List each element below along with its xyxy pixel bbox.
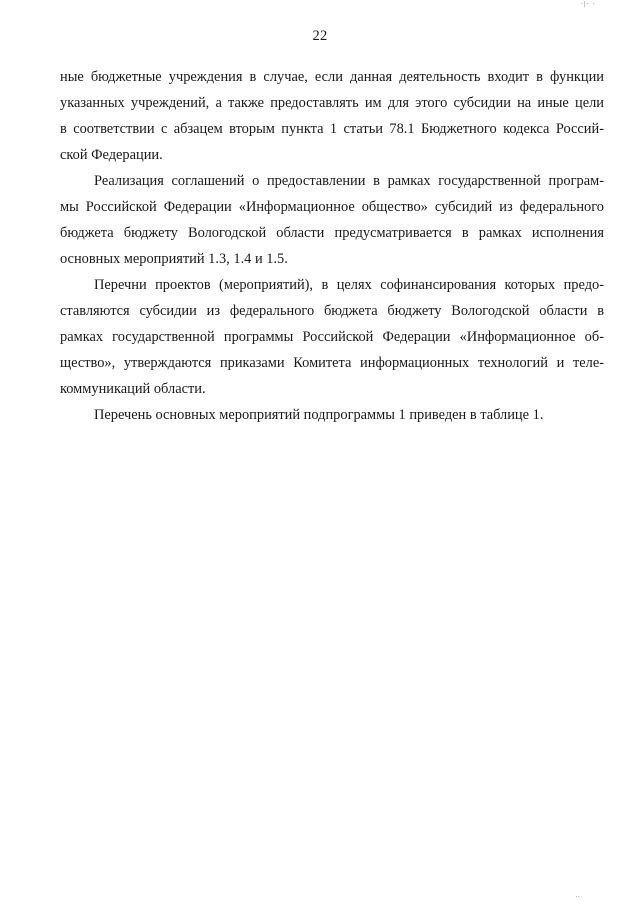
text-line: ской Федерации.	[60, 147, 163, 163]
document-body	[60, 64, 604, 428]
scan-corner-mark-bottom: ··	[575, 893, 580, 901]
text-line: щество», утверждаются приказами Комитета информационных технологий и теле-	[60, 355, 604, 371]
page-number: 22	[312, 28, 328, 44]
paragraph-project-lists	[60, 272, 604, 402]
text-line: указанных учреждений, а также предоставлять им для этого субсидии на иные цели	[60, 95, 604, 111]
text-line: в соответствии с абзацем вторым пункта 1 статьи 78.1 Бюджетного кодекса Россий-	[60, 121, 604, 137]
text-line: Перечни проектов (мероприятий), в целях софинансирования которых предо-	[94, 277, 604, 293]
paragraph-agreements	[60, 168, 604, 272]
paragraph-table-reference	[60, 402, 604, 428]
text-line: Реализация соглашений о предоставлении в рамках государственной програм-	[94, 173, 604, 189]
text-line: Перечень основных мероприятий подпрограммы 1 приведен в таблице 1.	[94, 407, 544, 423]
scan-corner-mark: ·|· ·	[580, 0, 596, 8]
text-line: ставляются субсидии из федерального бюджета бюджету Вологодской области в	[60, 303, 604, 319]
text-line: коммуникаций области.	[60, 381, 206, 397]
text-line: бюджета бюджету Вологодской области предусматривается в рамках исполнения	[60, 225, 604, 241]
text-line: рамках государственной программы Российской Федерации «Информационное об-	[60, 329, 604, 345]
text-line: ные бюджетные учреждения в случае, если данная деятельность входит в функции	[60, 69, 604, 85]
text-line: мы Российской Федерации «Информационное общество» субсидий из федерального	[60, 199, 604, 215]
paragraph-continuation	[60, 64, 604, 168]
text-line: основных мероприятий 1.3, 1.4 и 1.5.	[60, 251, 288, 267]
